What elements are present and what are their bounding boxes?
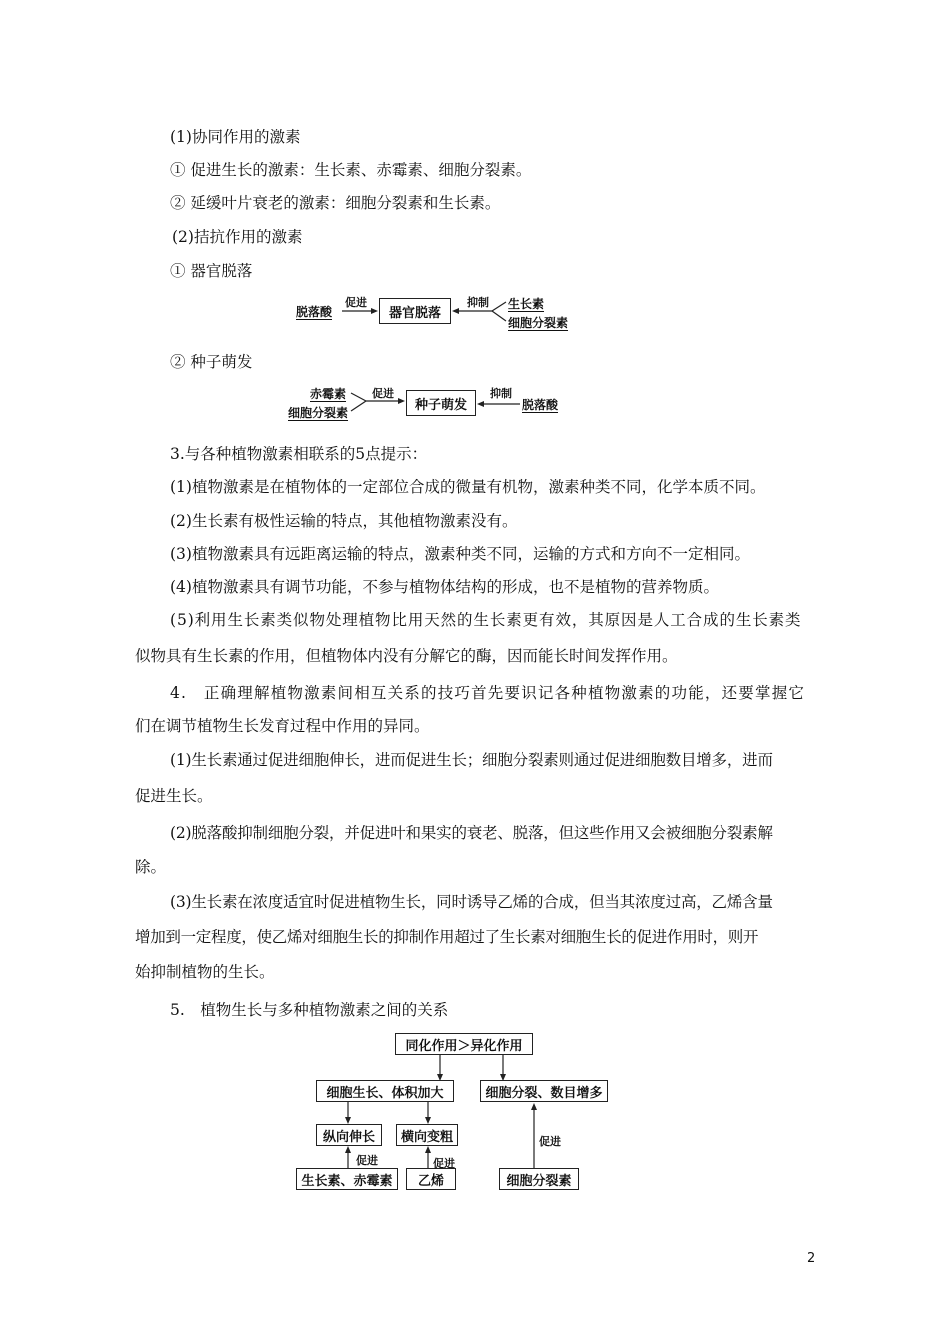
cytokinin-label: 细胞分裂素: [288, 406, 349, 420]
point-4-1-line1: (1)生长素通过促进细胞伸长，进而促进生长；细胞分裂素则通过促进细胞数目增多，进而: [170, 751, 773, 769]
heading-antagonism: (2)拮抗作用的激素: [172, 228, 303, 246]
tip-5-line2: 似物具有生长素的作用，但植物体内没有分解它的酶，因而能长时间发挥作用。: [135, 647, 678, 665]
point-4-2-line1: (2)脱落酸抑制细胞分裂，并促进叶和果实的衰老、脱落，但这些作用又会被细胞分裂素解: [170, 824, 773, 842]
point-4-3-line2: 增加到一定程度，使乙烯对细胞生长的抑制作用超过了生长素对细胞生长的促进作用时，则开: [135, 928, 759, 946]
heading-synergy: (1)协同作用的激素: [170, 128, 301, 146]
promote-label: 促进: [372, 387, 394, 400]
point-4-line1: 4. 正确理解植物激素间相互关系的技巧首先要识记各种植物激素的功能，还要掌握它: [170, 684, 806, 702]
seed-germination-box: 种子萌发: [406, 390, 476, 416]
point-4-line2: 们在调节植物生长发育过程中作用的异同。: [135, 717, 430, 735]
point-4-2-line2: 除。: [135, 858, 167, 876]
promote-label: 促进: [433, 1157, 455, 1170]
cell-growth-box: 细胞生长、体积加大: [316, 1080, 454, 1102]
abscisic-acid-label: 脱落酸: [296, 305, 333, 319]
point-4-1-line2: 促进生长。: [135, 787, 213, 805]
tip-2: (2)生长素有极性运输的特点，其他植物激素没有。: [170, 512, 518, 530]
auxin-gibberellin-box: 生长素、赤霉素: [296, 1168, 398, 1190]
cell-division-box: 细胞分裂、数目增多: [480, 1080, 608, 1102]
tip-3: (3)植物激素具有远距离运输的特点，激素种类不同，运输的方式和方向不一定相同。: [170, 545, 750, 563]
longitudinal-elongation-box: 纵向伸长: [316, 1124, 382, 1146]
ethylene-box: 乙烯: [406, 1168, 456, 1190]
gibberellin-label: 赤霉素: [310, 387, 347, 401]
page-number: 2: [807, 1251, 816, 1266]
anabolism-gt-catabolism-box: 同化作用＞异化作用: [395, 1033, 533, 1055]
auxin-label: 生长素: [508, 297, 545, 311]
tip-1: (1)植物激素是在植物体的一定部位合成的微量有机物，激素种类不同，化学本质不同。: [170, 478, 766, 496]
transverse-thickening-box: 横向变粗: [396, 1124, 458, 1146]
item-seed-germination: ② 种子萌发: [170, 353, 253, 371]
item-organ-abscission: ① 器官脱落: [170, 262, 253, 280]
heading-point-5: 5. 植物生长与多种植物激素之间的关系: [170, 1001, 449, 1019]
abscisic-acid-label: 脱落酸: [522, 398, 559, 412]
promote-label: 促进: [539, 1135, 561, 1148]
tip-5-line1: (5)利用生长素类似物处理植物比用天然的生长素更有效，其原因是人工合成的生长素类: [170, 611, 802, 629]
inhibit-label: 抑制: [490, 387, 512, 400]
heading-five-tips: 3.与各种植物激素相联系的5点提示：: [170, 445, 428, 463]
cytokinin-label: 细胞分裂素: [508, 316, 569, 330]
item-delay-senescence: ② 延缓叶片衰老的激素：细胞分裂素和生长素。: [170, 194, 501, 212]
point-4-3-line3: 始抑制植物的生长。: [135, 963, 275, 981]
promote-label: 促进: [356, 1154, 378, 1167]
item-growth-promoting: ① 促进生长的激素：生长素、赤霉素、细胞分裂素。: [170, 161, 532, 179]
point-4-3-line1: (3)生长素在浓度适宜时促进植物生长，同时诱导乙烯的合成，但当其浓度过高，乙烯含量: [170, 893, 773, 911]
tip-4: (4)植物激素具有调节功能，不参与植物体结构的形成，也不是植物的营养物质。: [170, 578, 719, 596]
organ-abscission-box: 器官脱落: [379, 298, 451, 324]
promote-label: 促进: [345, 296, 367, 309]
cytokinin-box: 细胞分裂素: [499, 1168, 579, 1190]
inhibit-label: 抑制: [467, 296, 489, 309]
